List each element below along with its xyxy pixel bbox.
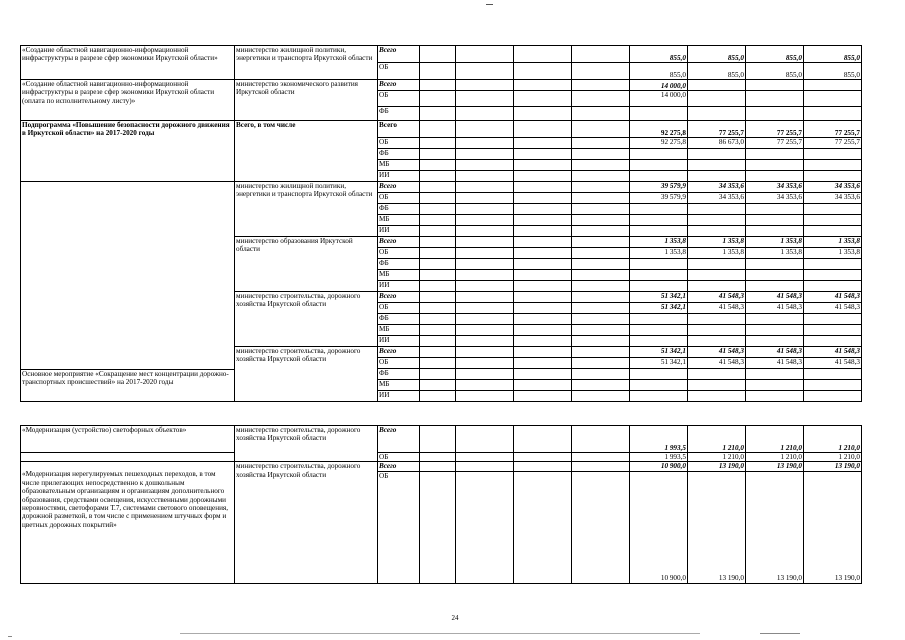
value-cell: 855,0	[746, 46, 804, 63]
executor-name: министерство жилищной политики, энергетики и транспорта Иркутской области	[235, 182, 378, 237]
budget-table	[20, 45, 862, 402]
value-cell: 1 353,8	[630, 248, 688, 259]
source-label: ИИ	[378, 391, 420, 402]
source-label: МБ	[378, 160, 420, 171]
source-label: Всего	[378, 426, 420, 453]
subprogram-name: Подпрограмма «Повышение безопасности дорожного движения в Иркутской области» на 2017-2020 годы	[21, 121, 235, 182]
value-cell: 1 353,8	[746, 237, 804, 248]
value-cell: 855,0	[804, 46, 862, 63]
value-cell: 1 353,8	[746, 248, 804, 259]
executor-name: министерство экономического развития Иркутской области	[235, 80, 378, 121]
scan-line	[760, 633, 800, 634]
value-cell: 855,0	[804, 63, 862, 80]
executor-name: министерство строительства, дорожного хозяйства Иркутской области	[235, 426, 378, 462]
source-label: Всего	[378, 121, 420, 138]
source-label: МБ	[378, 325, 420, 336]
value-cell: 13 190,0	[746, 462, 804, 471]
value-cell: 13 190,0	[804, 471, 862, 583]
value-cell: 1 210,0	[688, 453, 746, 462]
scan-line	[8, 636, 12, 637]
executor-name: Всего, в том числе	[235, 121, 378, 182]
value-cell: 1 210,0	[746, 453, 804, 462]
budget-table-lower	[20, 425, 862, 584]
table-row	[21, 426, 862, 453]
value-cell: 13 190,0	[746, 471, 804, 583]
table-row	[21, 121, 862, 138]
value-cell: 1 993,5	[630, 453, 688, 462]
source-label: МБ	[378, 215, 420, 226]
value-cell: 1 353,8	[630, 237, 688, 248]
table-row	[21, 462, 862, 471]
executor-name: министерство строительства, дорожного хозяйства Иркутской области	[235, 462, 378, 583]
value-cell: 41 548,3	[804, 303, 862, 314]
value-cell: 1 210,0	[688, 426, 746, 453]
value-cell: 1 210,0	[804, 453, 862, 462]
value-cell: 77 255,7	[746, 121, 804, 138]
executor-name: министерство строительства, дорожного хозяйства Иркутской области	[235, 292, 378, 347]
value-cell: 1 993,5	[630, 426, 688, 453]
scan-line	[180, 633, 700, 634]
value-cell: 34 353,6	[746, 182, 804, 193]
value-cell: 13 190,0	[688, 471, 746, 583]
main-measure-name: Основное мероприятие «Сокращение мест концентрации дорожно-транспортных происшествий» на 2017-2020 годы	[22, 370, 229, 387]
source-label: ФБ	[378, 107, 420, 121]
source-label: ОБ	[378, 358, 420, 369]
value-cell: 41 548,3	[688, 303, 746, 314]
value-cell: 41 548,3	[688, 358, 746, 369]
source-label: ФБ	[378, 259, 420, 270]
table-row	[21, 46, 862, 63]
measure-name: «Создание областной навигационно-информационной инфраструктуры в разрезе сфер экономики Иркутской области»	[21, 46, 235, 80]
source-label: Всего	[378, 292, 420, 303]
value-cell: 855,0	[630, 46, 688, 63]
value-cell: 13 190,0	[804, 462, 862, 471]
value-cell: 34 353,6	[746, 193, 804, 204]
source-label: ИИ	[378, 336, 420, 347]
value-cell: 855,0	[746, 63, 804, 80]
value-cell: 51 342,1	[630, 358, 688, 369]
value-cell: 41 548,3	[804, 292, 862, 303]
executor-name: министерство жилищной политики, энергетики и транспорта Иркутской области	[235, 46, 378, 80]
value-cell: 41 548,3	[746, 347, 804, 358]
value-cell: 39 579,9	[630, 193, 688, 204]
measure-name: «Модернизация (устройство) светофорных объектов»	[21, 426, 235, 453]
source-label: ИИ	[378, 226, 420, 237]
value-cell: 41 548,3	[746, 292, 804, 303]
value-cell: 41 548,3	[804, 347, 862, 358]
value-cell: 77 255,7	[746, 138, 804, 149]
value-cell: 1 210,0	[804, 426, 862, 453]
value-cell: 34 353,6	[688, 193, 746, 204]
value-cell: 855,0	[630, 63, 688, 80]
source-label: ФБ	[378, 369, 420, 380]
value-cell: 41 548,3	[804, 358, 862, 369]
value-cell: 34 353,6	[804, 193, 862, 204]
source-label: Всего	[378, 347, 420, 358]
value-cell: 14 000,0	[630, 91, 688, 107]
source-label: ИИ	[378, 171, 420, 182]
value-cell: 14 000,0	[630, 80, 688, 91]
executor-name: министерство образования Иркутской области	[235, 237, 378, 292]
value-cell: 855,0	[688, 63, 746, 80]
source-label: Всего	[378, 80, 420, 91]
table-row	[21, 182, 862, 193]
value-cell: 10 900,0	[630, 471, 688, 583]
source-label: Всего	[378, 237, 420, 248]
source-label: ОБ	[378, 63, 420, 80]
value-cell: 39 579,9	[630, 182, 688, 193]
source-label: ФБ	[378, 204, 420, 215]
source-label: ИИ	[378, 281, 420, 292]
measure-name: «Модернизация нерегулируемых пешеходных переходов, в том числе прилегающих непосредственно к дошкольным образовательным организациям и организациям дополнительного образования, средствами освещения, искусственными дорожными неровностями, светофорами Т.7, системами светового оповещения, дорожной разметкой, в том числе с применением штучных форм и цветных дорожных покрытий»	[21, 462, 235, 583]
source-label: МБ	[378, 270, 420, 281]
source-label: ОБ	[378, 138, 420, 149]
scan-mark	[486, 4, 493, 5]
value-cell: 1 353,8	[688, 248, 746, 259]
value-cell: 77 255,7	[688, 121, 746, 138]
source-label: ОБ	[378, 91, 420, 107]
measure-name: «Создание областной навигационно-информационной инфраструктуры в разрезе сфер экономики Иркутской области (оплата по исполнительному листу)»	[21, 80, 235, 121]
value-cell: 1 353,8	[804, 237, 862, 248]
executor-name: министерство строительства, дорожного хозяйства Иркутской области	[235, 347, 378, 402]
value-cell: 1 353,8	[688, 237, 746, 248]
value-cell: 92 275,8	[630, 121, 688, 138]
source-label: Всего	[378, 182, 420, 193]
table-row	[21, 80, 862, 91]
page-number: 24	[451, 614, 459, 622]
value-cell: 51 342,1	[630, 303, 688, 314]
value-cell: 1 210,0	[746, 426, 804, 453]
source-label: ОБ	[378, 248, 420, 259]
value-cell: 34 353,6	[804, 182, 862, 193]
source-label: Всего	[378, 462, 420, 471]
measure-name	[21, 453, 235, 462]
value-cell: 41 548,3	[746, 358, 804, 369]
value-cell: 10 900,0	[630, 462, 688, 471]
source-label: Всего	[378, 46, 420, 63]
value-cell: 51 342,1	[630, 292, 688, 303]
value-cell: 34 353,6	[688, 182, 746, 193]
source-label: ОБ	[378, 453, 420, 462]
value-cell: 1 353,8	[804, 248, 862, 259]
value-cell: 92 275,8	[630, 138, 688, 149]
source-label: ФБ	[378, 149, 420, 160]
source-label: ФБ	[378, 314, 420, 325]
value-cell: 41 548,3	[688, 292, 746, 303]
row-divider	[20, 369, 235, 370]
value-cell: 51 342,1	[630, 347, 688, 358]
source-label: ОБ	[378, 193, 420, 204]
value-cell: 41 548,3	[746, 303, 804, 314]
value-cell: 77 255,7	[804, 121, 862, 138]
value-cell: 41 548,3	[688, 347, 746, 358]
source-label: ОБ	[378, 303, 420, 314]
value-cell: 855,0	[688, 46, 746, 63]
value-cell: 86 673,0	[688, 138, 746, 149]
value-cell: 13 190,0	[688, 462, 746, 471]
table-row	[21, 453, 862, 462]
source-label: ОБ	[378, 471, 420, 583]
value-cell: 77 255,7	[804, 138, 862, 149]
source-label: МБ	[378, 380, 420, 391]
